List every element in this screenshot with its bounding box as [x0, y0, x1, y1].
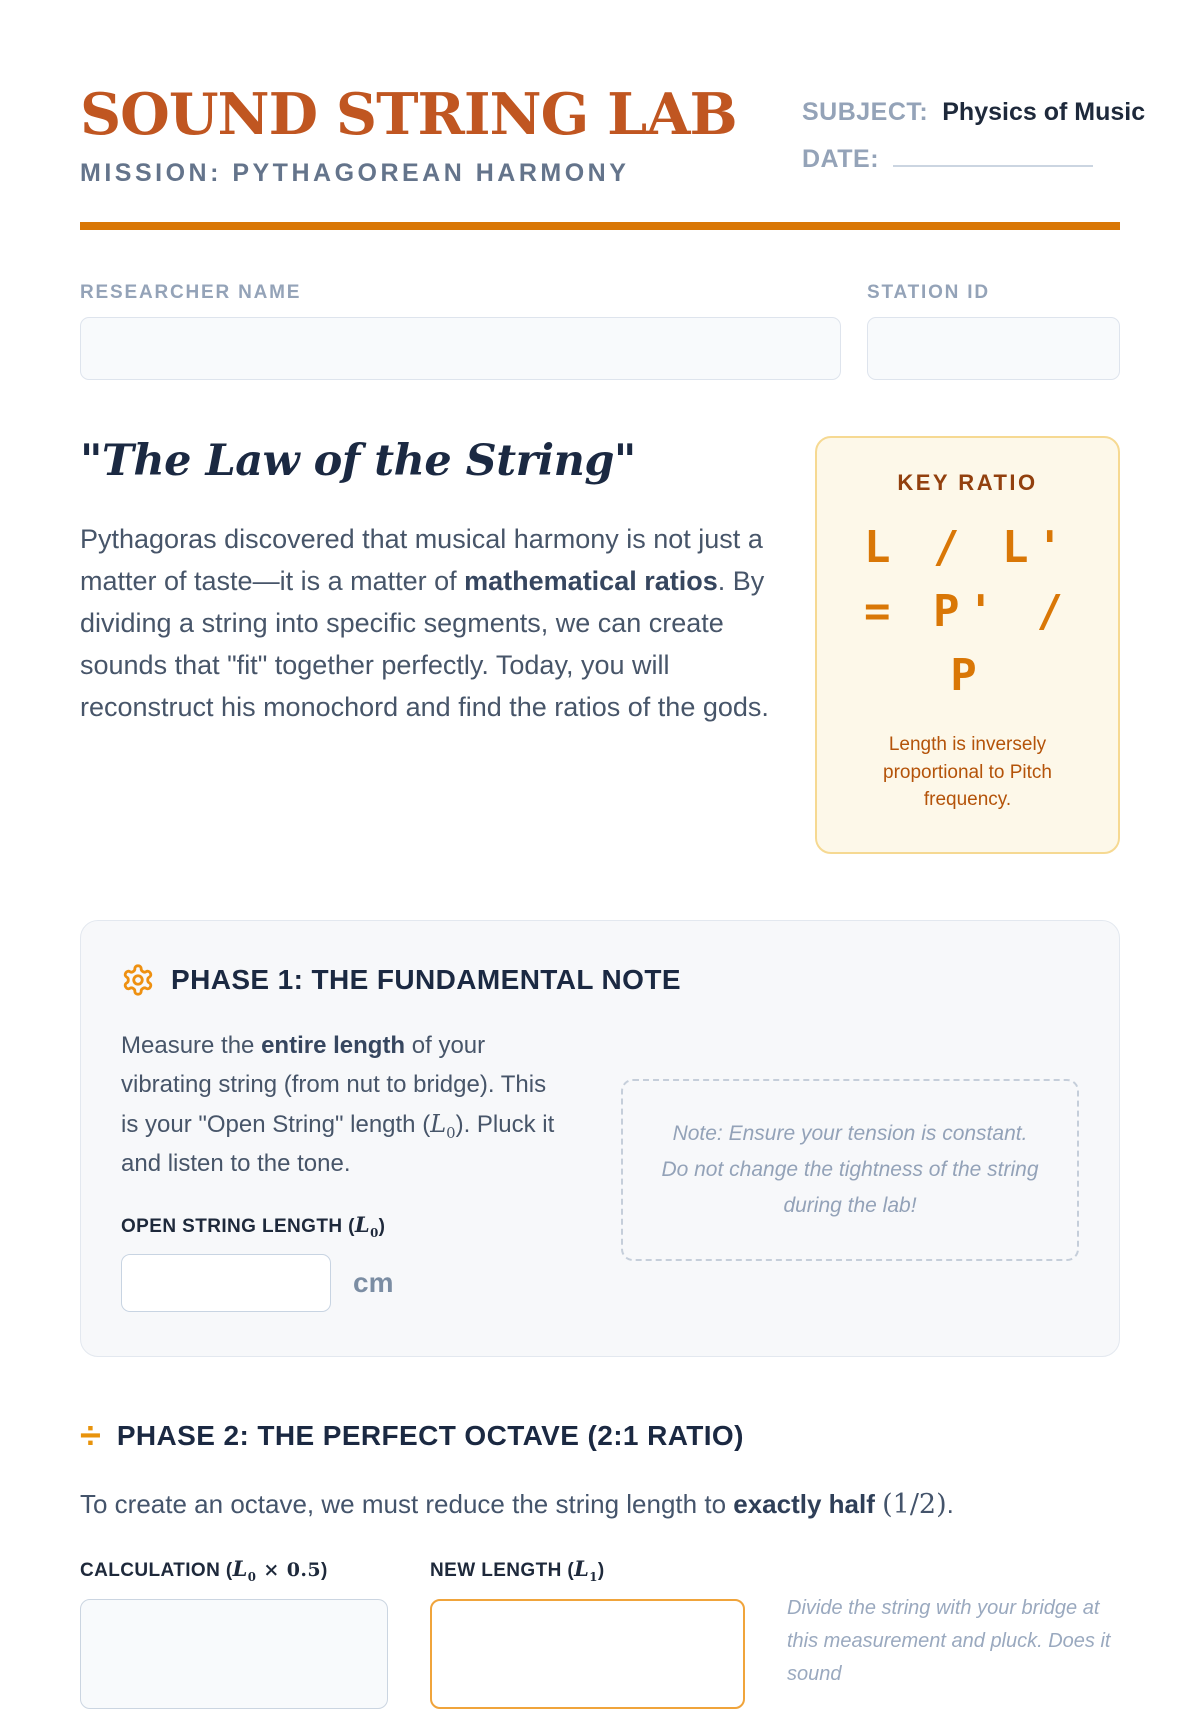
subject-row: [802, 98, 1146, 127]
phase1-text-b: of your vibrating string (from nut to bridge). This is your "Open String" length (: [121, 1032, 547, 1138]
intro-text-a: Pythagoras discovered that musical harmony is not just a matter of taste—it is a matter of: [80, 524, 763, 597]
phase2-hint-block: [787, 1556, 1120, 1691]
new-length-math-subscript: 1: [589, 1570, 598, 1585]
phase1-title: PHASE 1: THE FUNDAMENTAL NOTE: [171, 964, 681, 996]
key-ratio-title: KEY RATIO: [897, 470, 1038, 495]
phase1-left-column: [121, 1027, 569, 1312]
intro-section: [80, 436, 1120, 854]
open-string-label-prefix: OPEN STRING LENGTH (: [121, 1215, 355, 1237]
phase1-body: [121, 1027, 1079, 1312]
open-string-length-input[interactable]: [121, 1254, 331, 1312]
researcher-field-block: [80, 282, 841, 380]
phase2-hint-text: Divide the string with your bridge at this measurement and pluck. Does it sound: [787, 1597, 1111, 1686]
station-field-block: [867, 282, 1120, 380]
intro-heading: "The Law of the String": [80, 436, 636, 486]
phase2-title: PHASE 2: THE PERFECT OCTAVE (2:1 RATIO): [116, 1420, 744, 1452]
open-string-math-symbol: L: [354, 1211, 371, 1237]
phase2-text-bold: exactly half: [733, 1489, 875, 1520]
header-meta: [802, 86, 1146, 192]
key-ratio-card: [815, 436, 1120, 854]
intro-text-bold: mathematical ratios: [464, 566, 718, 597]
intro-text-b: . By dividing a string into specific segments, we can create sounds that "fit" together perfectly. Today, you will reconstruct his monochord and find the ratios of the gods.: [80, 566, 769, 723]
phase1-text-c: ). Pluck it and listen to the tone.: [121, 1110, 555, 1177]
intro-paragraph: [80, 518, 769, 729]
tension-note-box: [621, 1079, 1079, 1261]
calculation-math-symbol: L: [232, 1556, 248, 1582]
key-ratio-formula: L / L' = P' / P: [864, 522, 1071, 701]
new-length-input[interactable]: [430, 1599, 745, 1709]
phase1-instructions: [121, 1027, 569, 1184]
new-length-label: [430, 1556, 745, 1584]
subject-value: Physics of Music: [942, 98, 1146, 126]
intro-column: [80, 436, 769, 729]
phase1-card: [80, 920, 1120, 1357]
phase2-fraction: (1/2): [882, 1489, 947, 1521]
unit-label: cm: [353, 1267, 394, 1299]
date-field[interactable]: [893, 147, 1093, 167]
phase1-text-bold: entire length: [261, 1032, 406, 1060]
calculation-label-mid: × 0.5: [256, 1559, 321, 1582]
header: [80, 81, 1146, 192]
brand-block: [80, 81, 737, 188]
divide-icon: ÷: [80, 1415, 101, 1458]
page-subtitle: MISSION: PYTHAGOREAN HARMONY: [80, 159, 630, 187]
open-string-label-suffix: ): [378, 1215, 386, 1237]
open-string-input-row: [121, 1254, 569, 1312]
open-string-math-subscript: 0: [370, 1225, 379, 1240]
subject-label: SUBJECT:: [802, 98, 929, 126]
identity-fields: [80, 282, 1120, 380]
phase1-text-a: Measure the: [121, 1032, 262, 1060]
key-ratio-caption: Length is inversely proportional to Pitch frequency.: [883, 734, 1052, 811]
phase1-math-subscript: 0: [446, 1123, 456, 1142]
calculation-label-suffix: ): [320, 1560, 328, 1582]
phase1-math-symbol: L: [430, 1109, 447, 1138]
tension-note-text: Note: Ensure your tension is constant. Do not change the tightness of the string during the lab!: [661, 1122, 1039, 1217]
researcher-name-input[interactable]: [80, 317, 841, 380]
calculation-label: [80, 1556, 388, 1584]
open-string-length-block: [121, 1212, 569, 1313]
phase2-instructions: [80, 1489, 1120, 1520]
phase2-text-a: To create an octave, we must reduce the string length to: [80, 1489, 734, 1520]
station-id-label: STATION ID: [867, 282, 990, 303]
new-length-math-symbol: L: [574, 1556, 590, 1582]
new-length-label-suffix: ): [597, 1560, 605, 1582]
calculation-label-prefix: CALCULATION (: [80, 1560, 233, 1582]
calculation-block: [80, 1556, 388, 1709]
open-string-length-label: [121, 1212, 569, 1240]
phase2-text-c: .: [946, 1489, 954, 1520]
phase2-section: [80, 1417, 1120, 1709]
researcher-name-label: RESEARCHER NAME: [80, 282, 302, 303]
phase2-fields-row: [80, 1556, 1120, 1709]
page-title: SOUND STRING LAB: [80, 81, 737, 148]
phase1-header: [121, 963, 1079, 997]
station-id-input[interactable]: [867, 317, 1120, 380]
calculation-input[interactable]: [80, 1599, 388, 1709]
phase2-header: [80, 1415, 1120, 1458]
gear-icon: [121, 963, 155, 997]
new-length-label-prefix: NEW LENGTH (: [430, 1560, 575, 1582]
date-label: DATE:: [802, 145, 880, 173]
calculation-math-subscript: 0: [247, 1570, 257, 1585]
new-length-block: [430, 1556, 745, 1709]
orange-divider: [80, 222, 1120, 230]
date-row: [802, 145, 1120, 174]
